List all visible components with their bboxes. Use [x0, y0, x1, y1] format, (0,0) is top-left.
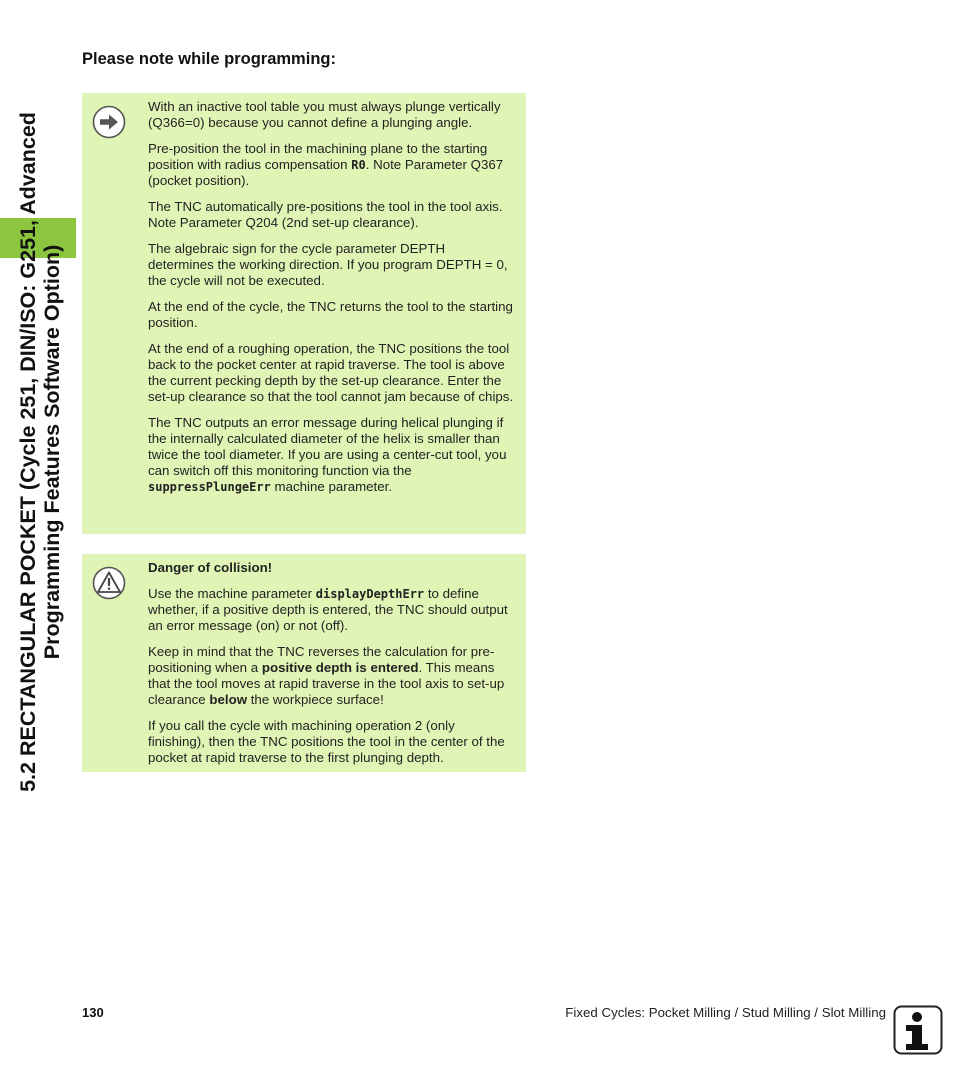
danger-paragraph: Use the machine parameter displayDepthErr to define whether, if a positive depth is entered, the TNC should output an error message (on) or not (off).: [148, 586, 508, 633]
danger-title: Danger of collision!: [148, 560, 273, 575]
note-paragraph: The TNC automatically pre-positions the tool in the tool axis. Note Parameter Q204 (2nd set-up clearance).: [148, 199, 503, 230]
note-box: [82, 93, 526, 534]
danger-box: [82, 554, 526, 772]
note-paragraph: The TNC outputs an error message during helical plunging if the internally calculated diameter of the helix is smaller than twice the tool diameter. If you are using a center-cut tool, you can switch off this monitoring function via the suppressPlungeErr machine parameter.: [148, 415, 507, 494]
arrow-right-icon: [92, 105, 126, 139]
note-paragraph: The algebraic sign for the cycle parameter DEPTH determines the working direction. If you program DEPTH = 0, the cycle will not be executed.: [148, 241, 508, 288]
code-display-depth-err: displayDepthErr: [315, 587, 425, 601]
note-paragraph: At the end of a roughing operation, the TNC positions the tool back to the pocket center at rapid traverse. The tool is above the current pecking depth by the set-up clearance. Enter the set-up clearance so that the tool cannot jam because of chips.: [148, 341, 514, 404]
warning-triangle-icon: [92, 566, 126, 600]
code-r0: R0: [351, 158, 366, 172]
code-suppress-plunge-err: suppressPlungeErr: [148, 480, 271, 494]
note-paragraph: At the end of the cycle, the TNC returns the tool to the starting position.: [148, 299, 513, 330]
page-heading: Please note while programming:: [82, 50, 336, 68]
section-title-vertical: [0, 0, 80, 1091]
note-paragraph: With an inactive tool table you must always plunge vertically (Q366=0) because you cannot define a plunging angle.: [148, 99, 501, 130]
danger-paragraph: Keep in mind that the TNC reverses the calculation for pre-positioning when a positive depth is entered. This means that the tool moves at rapid traverse in the tool axis to set-up clearance below the workpiece surface!: [148, 644, 505, 707]
page-number: 130: [82, 1005, 104, 1020]
section-title-line-1: 5.2 RECTANGULAR POCKET (Cycle 251, DIN/ISO: G251, Advanced: [16, 112, 40, 792]
danger-paragraph: If you call the cycle with machining operation 2 (only finishing), then the TNC positions the tool in the center of the pocket at rapid traverse to the first plunging depth.: [148, 718, 505, 765]
info-icon: [893, 1005, 943, 1055]
section-title-line-2: Programming Features Software Option): [40, 244, 64, 660]
footer-chapter-title: Fixed Cycles: Pocket Milling / Stud Milling / Slot Milling: [565, 1005, 886, 1020]
note-paragraph: Pre-position the tool in the machining plane to the starting position with radius compensation R0. Note Parameter Q367 (pocket position).: [148, 141, 504, 188]
